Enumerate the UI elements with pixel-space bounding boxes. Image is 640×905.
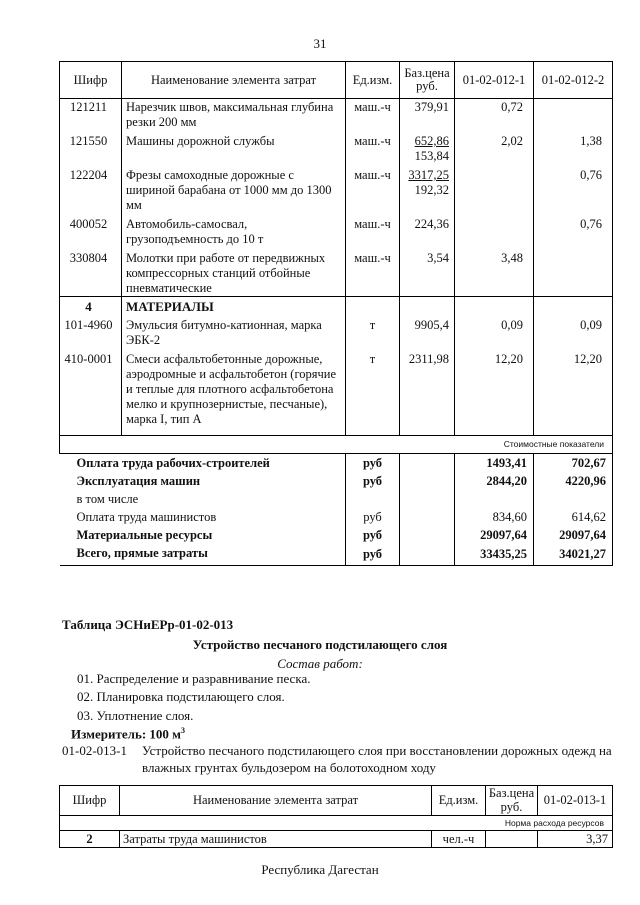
row-unit: маш.-ч: [346, 164, 400, 213]
page-footer: Республика Дагестан: [261, 862, 379, 877]
table-row: [60, 348, 613, 436]
row-code: 122204: [60, 164, 122, 213]
norm-label-row: [60, 816, 613, 831]
row-value-2: 0,76: [534, 213, 613, 247]
row-value-1: 0,09: [455, 316, 534, 348]
header-code: Шифр: [60, 62, 122, 99]
row-name: Машины дорожной службы: [122, 130, 346, 164]
measure-superscript: 3: [181, 726, 186, 735]
header-col1: 01-02-012-1: [455, 62, 534, 99]
operation-item: 02. Планировка подстилающего слоя.: [77, 689, 285, 704]
table-row: [60, 164, 613, 213]
row-value-2: 12,20: [534, 348, 613, 436]
table-row: [60, 213, 613, 247]
row-value-2: [534, 247, 613, 297]
header-price: Баз.цена руб.: [486, 786, 538, 816]
totals-value-2: 614,62: [534, 508, 613, 526]
row-name: Нарезчик швов, максимальная глубина резки 200 мм: [122, 99, 346, 131]
resource-table-01-02-013: [59, 785, 613, 848]
header-code: Шифр: [60, 786, 120, 816]
position-description: Устройство песчаного подстилающего слоя при восстановлении дорожных одежд на влажных грунтах бульдозером на болотоходном ходу: [142, 743, 612, 775]
table-header-row: [60, 786, 613, 816]
row-value-1: 0,72: [455, 99, 534, 131]
norm-label: Норма расхода ресурсов: [486, 816, 613, 831]
totals-value-1: 2844,20: [455, 472, 534, 490]
row-value-2: [534, 99, 613, 131]
row-value-2: 0,76: [534, 164, 613, 213]
row-code: 121211: [60, 99, 122, 131]
totals-row: [60, 544, 613, 566]
totals-row: [60, 526, 613, 544]
row-unit: т: [346, 348, 400, 436]
totals-name: Оплата труда машинистов: [60, 508, 346, 526]
row-value-2: 1,38: [534, 130, 613, 164]
operation-item: 01. Распределение и разравнивание песка.: [77, 671, 311, 686]
price-value-secondary: 192,32: [414, 183, 449, 197]
totals-value-2: [534, 490, 613, 508]
row-price: [400, 164, 455, 213]
section-row-materials: [60, 297, 613, 317]
row-value-1: 12,20: [455, 348, 534, 436]
row-name: Эмульсия битумно-катионная, марка ЭБК-2: [122, 316, 346, 348]
table-row: [60, 130, 613, 164]
row-name: Автомобиль-самосвал, грузоподъемность до 10 т: [122, 213, 346, 247]
table-header-row: [60, 62, 613, 99]
totals-name: Всего, прямые затраты: [60, 544, 346, 566]
resource-table-01-02-012: [59, 61, 613, 566]
row-price: [486, 831, 538, 848]
totals-unit: [346, 490, 400, 508]
totals-name: Материальные ресурсы: [60, 526, 346, 544]
section-heading: Устройство песчаного подстилающего слоя: [192, 637, 448, 652]
row-value-1: 2,02: [455, 130, 534, 164]
row-code: 330804: [60, 247, 122, 297]
row-price: [400, 130, 455, 164]
header-name: Наименование элемента затрат: [120, 786, 432, 816]
row-price: 379,91: [400, 99, 455, 131]
measure-label: Измеритель: 100 м: [71, 726, 182, 742]
price-value-secondary: 153,84: [414, 149, 449, 163]
header-unit: Ед.изм.: [432, 786, 486, 816]
totals-unit: руб: [346, 544, 400, 566]
row-price: 2311,98: [400, 348, 455, 436]
totals-value-1: 29097,64: [455, 526, 534, 544]
table-row: [60, 831, 613, 848]
row-unit: маш.-ч: [346, 99, 400, 131]
totals-row: [60, 490, 613, 508]
totals-row: [60, 508, 613, 526]
header-name: Наименование элемента затрат: [122, 62, 346, 99]
cost-indicators-label: Стоимостные показатели: [455, 436, 613, 454]
price-value: 3317,25: [408, 168, 449, 182]
totals-value-2: 702,67: [534, 454, 613, 473]
header-price: Баз.цена руб.: [400, 62, 455, 99]
measure-unit: [71, 726, 185, 742]
totals-value-1: [455, 490, 534, 508]
page-number: 31: [313, 36, 327, 51]
section-code: 4: [60, 297, 122, 317]
row-price: 224,36: [400, 213, 455, 247]
table-row: [60, 247, 613, 297]
totals-value-1: 33435,25: [455, 544, 534, 566]
row-code: 410-0001: [60, 348, 122, 436]
row-name: Молотки при работе от передвижных компрессорных станций отбойные пневматические: [122, 247, 346, 297]
totals-unit: руб: [346, 526, 400, 544]
row-value-1: [455, 164, 534, 213]
totals-name: в том числе: [60, 490, 346, 508]
table-row: [60, 316, 613, 348]
totals-unit: руб: [346, 454, 400, 473]
row-name: Затраты труда машинистов: [120, 831, 432, 848]
totals-row: [60, 454, 613, 473]
price-value: 652,86: [414, 134, 449, 148]
totals-unit: руб: [346, 508, 400, 526]
row-code: 101-4960: [60, 316, 122, 348]
row-code: 400052: [60, 213, 122, 247]
totals-value-2: 29097,64: [534, 526, 613, 544]
row-price: 3,54: [400, 247, 455, 297]
row-unit: т: [346, 316, 400, 348]
totals-value-2: 4220,96: [534, 472, 613, 490]
row-unit: маш.-ч: [346, 247, 400, 297]
totals-name: Эксплуатация машин: [60, 472, 346, 490]
row-value-1: 3,37: [538, 831, 613, 848]
row-code: 2: [60, 831, 120, 848]
totals-value-1: 1493,41: [455, 454, 534, 473]
table-row: [60, 99, 613, 131]
header-col1: 01-02-013-1: [538, 786, 613, 816]
section-title: МАТЕРИАЛЫ: [122, 297, 346, 317]
operation-item: 03. Уплотнение слоя.: [77, 708, 194, 723]
row-value-1: 3,48: [455, 247, 534, 297]
row-value-1: [455, 213, 534, 247]
row-value-2: 0,09: [534, 316, 613, 348]
totals-unit: руб: [346, 472, 400, 490]
totals-row: [60, 472, 613, 490]
header-unit: Ед.изм.: [346, 62, 400, 99]
row-price: 9905,4: [400, 316, 455, 348]
totals-name: Оплата труда рабочих-строителей: [60, 454, 346, 473]
header-col2: 01-02-012-2: [534, 62, 613, 99]
row-name: Фрезы самоходные дорожные с шириной барабана от 1000 мм до 1300 мм: [122, 164, 346, 213]
row-unit: маш.-ч: [346, 130, 400, 164]
totals-value-1: 834,60: [455, 508, 534, 526]
row-unit: маш.-ч: [346, 213, 400, 247]
position-code: 01-02-013-1: [62, 743, 127, 758]
table-title: Таблица ЭСНиЕРр-01-02-013: [62, 617, 234, 632]
cost-indicators-row: [60, 436, 613, 454]
row-unit: чел.-ч: [432, 831, 486, 848]
composition-label: Состав работ:: [277, 656, 363, 671]
row-name: Смеси асфальтобетонные дорожные, аэродромные и асфальтобетон (горячие и теплые для плотного асфальтобетона мелко и крупнозернистые, песчаные), марка I, тип А: [122, 348, 346, 436]
totals-value-2: 34021,27: [534, 544, 613, 566]
row-code: 121550: [60, 130, 122, 164]
